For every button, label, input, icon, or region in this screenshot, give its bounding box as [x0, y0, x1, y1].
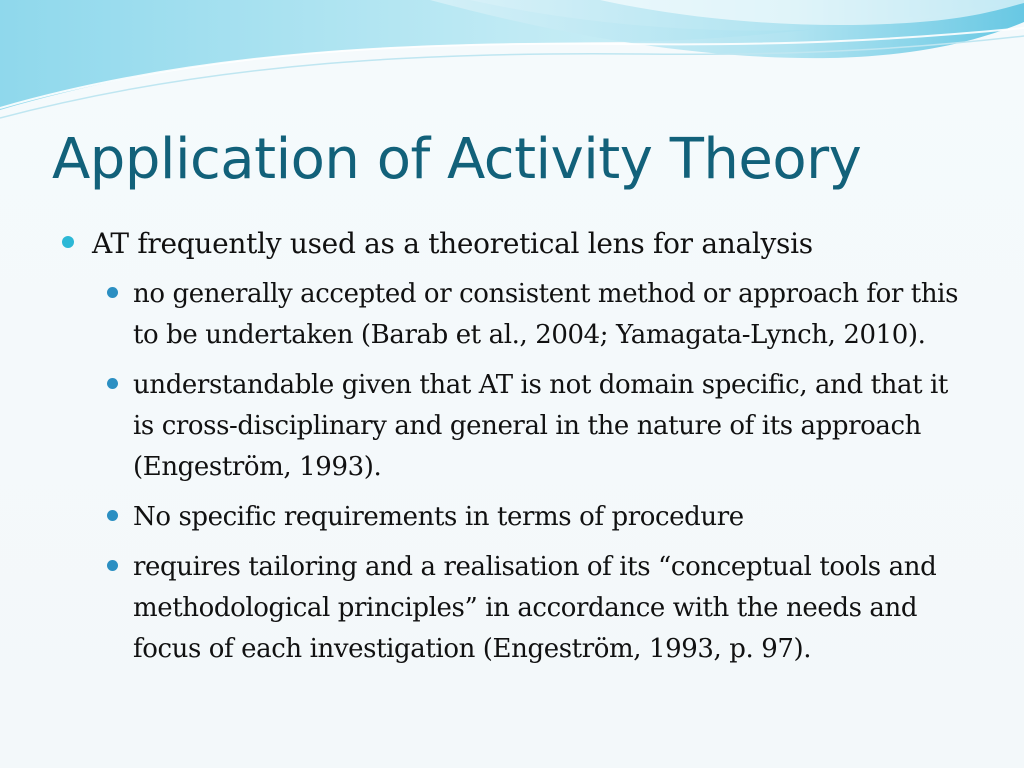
sub-bullet: [133, 497, 968, 538]
bullet-level1: [60, 222, 990, 266]
sub-bullet: [133, 547, 968, 670]
slide-title: Application of Activity Theory: [52, 127, 862, 192]
bullet-dot-icon: [107, 378, 118, 389]
sub-bullet-text: understandable given that AT is not domain specific, and that it is cross-disciplinary and general in the nature of its approach (Engeström, 1993).: [133, 370, 948, 482]
bullet-dot-icon: [107, 510, 118, 521]
sub-bullet: [133, 365, 968, 488]
sub-bullet-text: no generally accepted or consistent method or approach for this to be undertaken (Barab et al., 2004; Yamagata-Lynch, 2010).: [133, 279, 959, 350]
bullet-text: AT frequently used as a theoretical lens for analysis: [92, 227, 813, 260]
header-wave-decoration: [0, 0, 1024, 130]
sub-bullet-text: No specific requirements in terms of procedure: [133, 502, 744, 532]
bullet-dot-icon: [62, 236, 74, 248]
slide-body: [60, 222, 990, 679]
bullet-dot-icon: [107, 560, 118, 571]
sub-bullet-text: requires tailoring and a realisation of its “conceptual tools and methodological principles” in accordance with the needs and focus of each investigation (Engeström, 1993, p. 97).: [133, 552, 937, 664]
bullet-dot-icon: [107, 287, 118, 298]
sub-bullet: [133, 274, 968, 356]
